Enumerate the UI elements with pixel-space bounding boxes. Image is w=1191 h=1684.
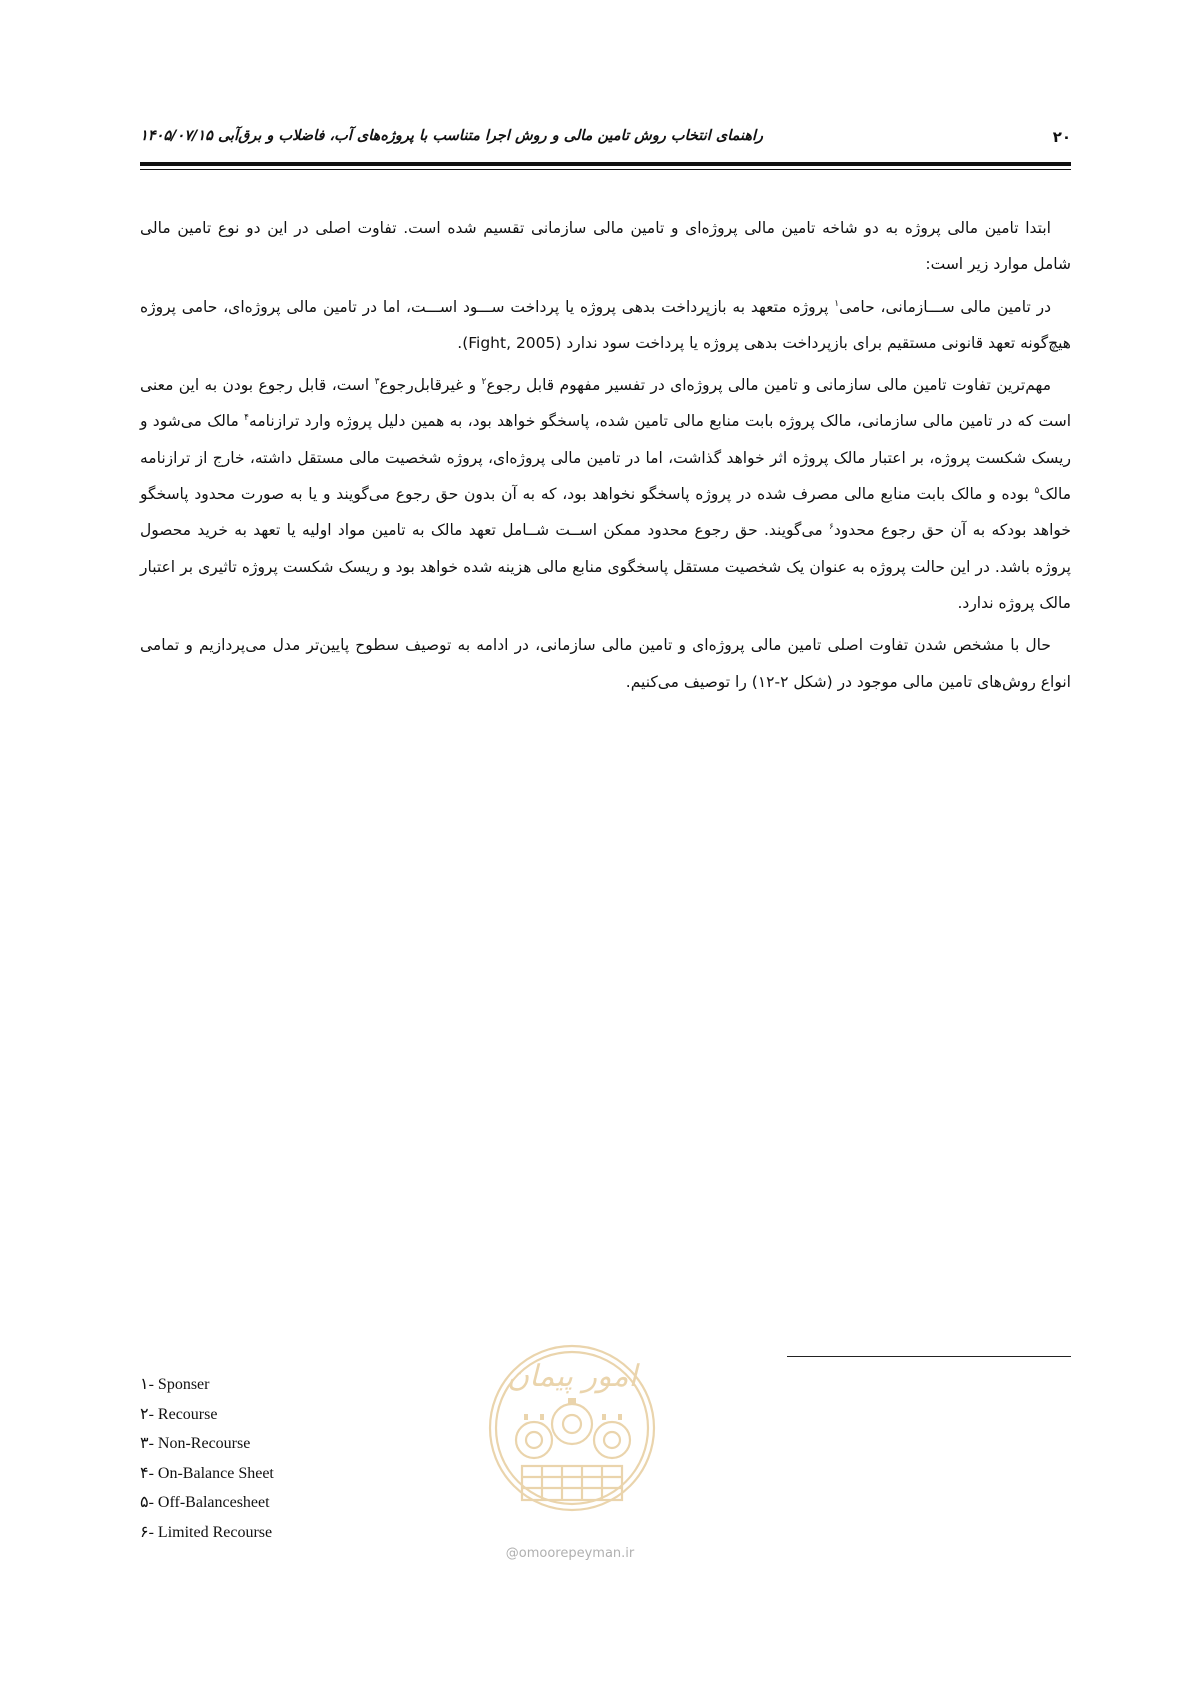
footnotes xyxy=(140,1370,460,1547)
footnote-ref-4: ۴ xyxy=(244,413,250,424)
footnote-2: ۲- Recourse xyxy=(140,1405,218,1423)
paragraph-2 xyxy=(140,289,1071,362)
paragraph-4: حال با مشخص شدن تفاوت اصلی تامین مالی پروژه‌ای و تامین مالی سازمانی، در ادامه به توصیف سطوح پایین‌تر مدل می‌پردازیم و تمامی انواع روش‌های تامین مالی موجود در (شکل ۲-۱۲) را توصیف می‌کنیم. xyxy=(140,636,1071,691)
paragraph-2-text-a: در تامین مالی ســـازمانی، حامی xyxy=(839,297,1051,316)
footnote-rule xyxy=(787,1356,1071,1357)
header-title: راهنمای انتخاب روش تامین مالی و روش اجرا متناسب با پروژه‌های آب، فاضلاب و برق‌آبی ۱۴۰۵/۰۷/۱۵ xyxy=(140,128,764,144)
footnote-1: ۱- Sponser xyxy=(140,1376,210,1393)
paragraph-3-text-f: می‌گویند. حق رجوع محدود ممکن اســت شــامل تعهد مالک به تامین مواد اولیه یا تعهد به خرید محصول پروژه باشد. در این حالت پروژه به عنوان یک شخصیت مستقل پاسخگوی منابع مالی هزینه شده خواهد بود و ریسک شکست پروژه تاثیری بر اعتبار مالک پروژه ندارد. xyxy=(140,521,1071,612)
watermark-caption: @omoorepeyman.ir xyxy=(505,1546,635,1561)
paragraph-3 xyxy=(140,367,1071,621)
paragraph-3-text-b: و غیرقابل‌رجوع xyxy=(379,376,482,395)
header-rule-thick xyxy=(140,162,1071,166)
paragraph-2-text-b: پروژه متعهد به بازپرداخت بدهی پروژه یا پرداخت ســـود اســـت، اما در تامین مالی پروژه‌ای، حامی پروژه هیچ‌گونه تعهد قانونی مستقیم برای بازپرداخت بدهی پروژه یا پرداخت سود ندارد ( xyxy=(140,297,1071,352)
citation: Fight, 2005 xyxy=(468,333,556,352)
body-text xyxy=(140,210,1071,706)
paragraph-3-text-d: مالک می‌شود و ریسک شکست پروژه، بر اعتبار مالک پروژه اثر خواهد گذاشت، اما در تامین مالی پروژه‌ای، پروژه شخصیت مالی مستقل داشته، خارج از ترازنامه مالک xyxy=(140,412,1071,504)
page-number: ۲۰ xyxy=(1052,128,1071,146)
footnote-6: ۶- Limited Recourse xyxy=(140,1523,273,1541)
paragraph-2-text-c: ). xyxy=(457,333,469,352)
page-header xyxy=(140,128,1071,150)
paragraph-3-text-a: مهم‌ترین تفاوت تامین مالی سازمانی و تامین مالی پروژه‌ای در تفسیر مفهوم قابل رجوع xyxy=(486,376,1052,395)
footnote-ref-3: ۳ xyxy=(374,377,380,388)
footnote-5: ۵- Off-Balancesheet xyxy=(140,1494,270,1511)
header-rule-thin xyxy=(140,169,1071,170)
paragraph-3-text-c: است، قابل رجوع بودن به این معنی است که در تامین مالی سازمانی، مالک پروژه بابت منابع مالی تامین شده، پاسخگو خواهد بود، به همین دلیل پروژه وارد ترازنامه xyxy=(140,376,1071,431)
footnote-ref-5: ۵ xyxy=(1034,486,1040,497)
footnote-4: ۴- On-Balance Sheet xyxy=(140,1464,274,1482)
footnote-ref-6: ۶ xyxy=(829,522,834,533)
paragraph-1: ابتدا تامین مالی پروژه به دو شاخه تامین مالی پروژه‌ای و تامین مالی سازمانی تقسیم شده است. تفاوت اصلی در این دو نوع تامین مالی شامل موارد زیر است: xyxy=(140,219,1071,274)
watermark-logo-icon xyxy=(486,1328,658,1538)
footnote-ref-1: ۱ xyxy=(834,298,840,309)
footnote-ref-2: ۲ xyxy=(481,377,487,388)
watermark-logo-text: امور پیمان xyxy=(507,1359,637,1394)
paragraph-3-text-e: بوده و مالک بابت منابع مالی مصرف شده در پروژه پاسخگو نخواهد بود، که به آن بدون حق رجوع می‌گویند و یا به صورت محدود پاسخگو خواهد بودکه به آن حق رجوع محدود xyxy=(140,485,1071,540)
footnote-3: ۳- Non-Recourse xyxy=(140,1435,251,1452)
